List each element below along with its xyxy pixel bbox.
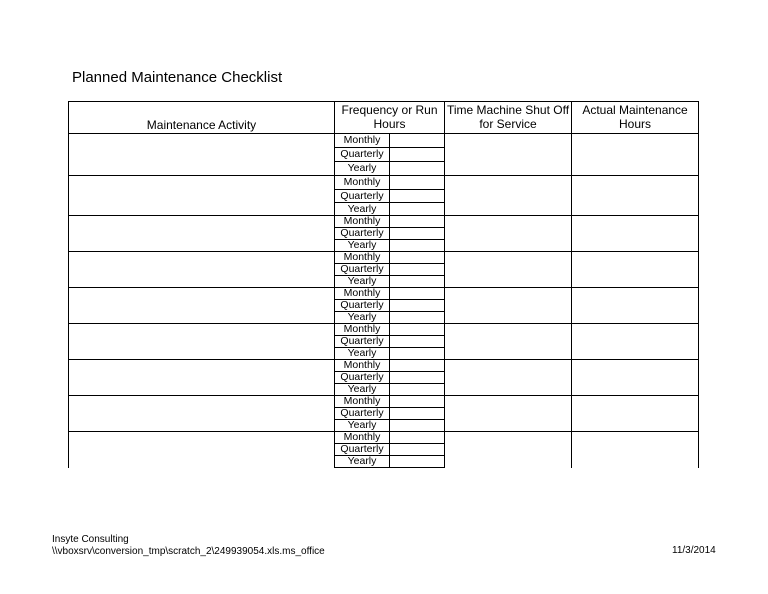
activity-cell[interactable] [69, 396, 335, 432]
checklist-body [69, 134, 699, 468]
run-hours-cell[interactable] [390, 312, 445, 324]
run-hours-cell[interactable] [390, 252, 445, 264]
run-hours-cell[interactable] [390, 360, 445, 372]
actual-hours-cell[interactable] [572, 396, 699, 432]
footer-path: \\vboxsrv\conversion_tmp\scratch_2\249939054.xls.ms_office [52, 546, 325, 557]
column-header-actual-hours: Actual Maintenance Hours [572, 102, 699, 134]
run-hours-cell[interactable] [390, 228, 445, 240]
activity-cell[interactable] [69, 252, 335, 288]
frequency-label: Monthly [335, 360, 390, 372]
shutoff-time-cell[interactable] [445, 134, 572, 176]
footer-company: Insyte Consulting [52, 534, 129, 545]
shutoff-time-cell[interactable] [445, 432, 572, 468]
frequency-label: Yearly [335, 384, 390, 396]
actual-hours-cell[interactable] [572, 176, 699, 216]
table-row [69, 324, 699, 336]
run-hours-cell[interactable] [390, 372, 445, 384]
run-hours-cell[interactable] [390, 216, 445, 228]
frequency-label: Yearly [335, 420, 390, 432]
frequency-label: Yearly [335, 456, 390, 468]
frequency-label: Monthly [335, 288, 390, 300]
shutoff-time-cell[interactable] [445, 252, 572, 288]
activity-cell[interactable] [69, 134, 335, 176]
run-hours-cell[interactable] [390, 396, 445, 408]
frequency-label: Yearly [335, 348, 390, 360]
actual-hours-cell[interactable] [572, 252, 699, 288]
table-row [69, 134, 699, 148]
actual-hours-cell[interactable] [572, 288, 699, 324]
actual-hours-cell[interactable] [572, 216, 699, 252]
shutoff-time-cell[interactable] [445, 360, 572, 396]
table-row [69, 396, 699, 408]
run-hours-cell[interactable] [390, 456, 445, 468]
run-hours-cell[interactable] [390, 203, 445, 216]
run-hours-cell[interactable] [390, 276, 445, 288]
table-row [69, 288, 699, 300]
actual-hours-cell[interactable] [572, 324, 699, 360]
table-row [69, 360, 699, 372]
run-hours-cell[interactable] [390, 134, 445, 148]
shutoff-time-cell[interactable] [445, 176, 572, 216]
run-hours-cell[interactable] [390, 176, 445, 190]
run-hours-cell[interactable] [390, 264, 445, 276]
activity-cell[interactable] [69, 324, 335, 360]
activity-cell[interactable] [69, 432, 335, 468]
shutoff-time-cell[interactable] [445, 396, 572, 432]
column-header-shutoff: Time Machine Shut Off for Service [445, 102, 572, 134]
frequency-label: Quarterly [335, 264, 390, 276]
shutoff-time-cell[interactable] [445, 216, 572, 252]
run-hours-cell[interactable] [390, 348, 445, 360]
frequency-label: Quarterly [335, 408, 390, 420]
table-row [69, 432, 699, 444]
frequency-label: Quarterly [335, 148, 390, 162]
frequency-label: Yearly [335, 312, 390, 324]
activity-cell[interactable] [69, 216, 335, 252]
run-hours-cell[interactable] [390, 190, 445, 203]
frequency-label: Quarterly [335, 336, 390, 348]
actual-hours-cell[interactable] [572, 432, 699, 468]
actual-hours-cell[interactable] [572, 360, 699, 396]
activity-cell[interactable] [69, 176, 335, 216]
frequency-label: Monthly [335, 432, 390, 444]
run-hours-cell[interactable] [390, 324, 445, 336]
frequency-label: Quarterly [335, 190, 390, 203]
header-row [69, 102, 699, 134]
run-hours-cell[interactable] [390, 240, 445, 252]
footer-left [52, 534, 325, 558]
run-hours-cell[interactable] [390, 432, 445, 444]
frequency-label: Quarterly [335, 372, 390, 384]
frequency-label: Yearly [335, 240, 390, 252]
column-header-activity: Maintenance Activity [69, 102, 335, 134]
run-hours-cell[interactable] [390, 384, 445, 396]
shutoff-time-cell[interactable] [445, 324, 572, 360]
activity-cell[interactable] [69, 360, 335, 396]
table-row [69, 216, 699, 228]
frequency-label: Yearly [335, 203, 390, 216]
maintenance-checklist-table [68, 101, 699, 468]
run-hours-cell[interactable] [390, 336, 445, 348]
table-row [69, 252, 699, 264]
frequency-label: Monthly [335, 134, 390, 148]
frequency-label: Monthly [335, 216, 390, 228]
activity-cell[interactable] [69, 288, 335, 324]
table-row [69, 176, 699, 190]
frequency-label: Monthly [335, 252, 390, 264]
frequency-label: Quarterly [335, 300, 390, 312]
run-hours-cell[interactable] [390, 408, 445, 420]
frequency-label: Monthly [335, 176, 390, 190]
page-title: Planned Maintenance Checklist [72, 69, 283, 86]
frequency-label: Yearly [335, 162, 390, 176]
run-hours-cell[interactable] [390, 300, 445, 312]
run-hours-cell[interactable] [390, 162, 445, 176]
shutoff-time-cell[interactable] [445, 288, 572, 324]
footer-date: 11/3/2014 [672, 545, 716, 556]
actual-hours-cell[interactable] [572, 134, 699, 176]
run-hours-cell[interactable] [390, 288, 445, 300]
column-header-frequency: Frequency or Run Hours [335, 102, 445, 134]
run-hours-cell[interactable] [390, 148, 445, 162]
frequency-label: Monthly [335, 396, 390, 408]
run-hours-cell[interactable] [390, 444, 445, 456]
run-hours-cell[interactable] [390, 420, 445, 432]
frequency-label: Monthly [335, 324, 390, 336]
frequency-label: Quarterly [335, 228, 390, 240]
frequency-label: Yearly [335, 276, 390, 288]
frequency-label: Quarterly [335, 444, 390, 456]
